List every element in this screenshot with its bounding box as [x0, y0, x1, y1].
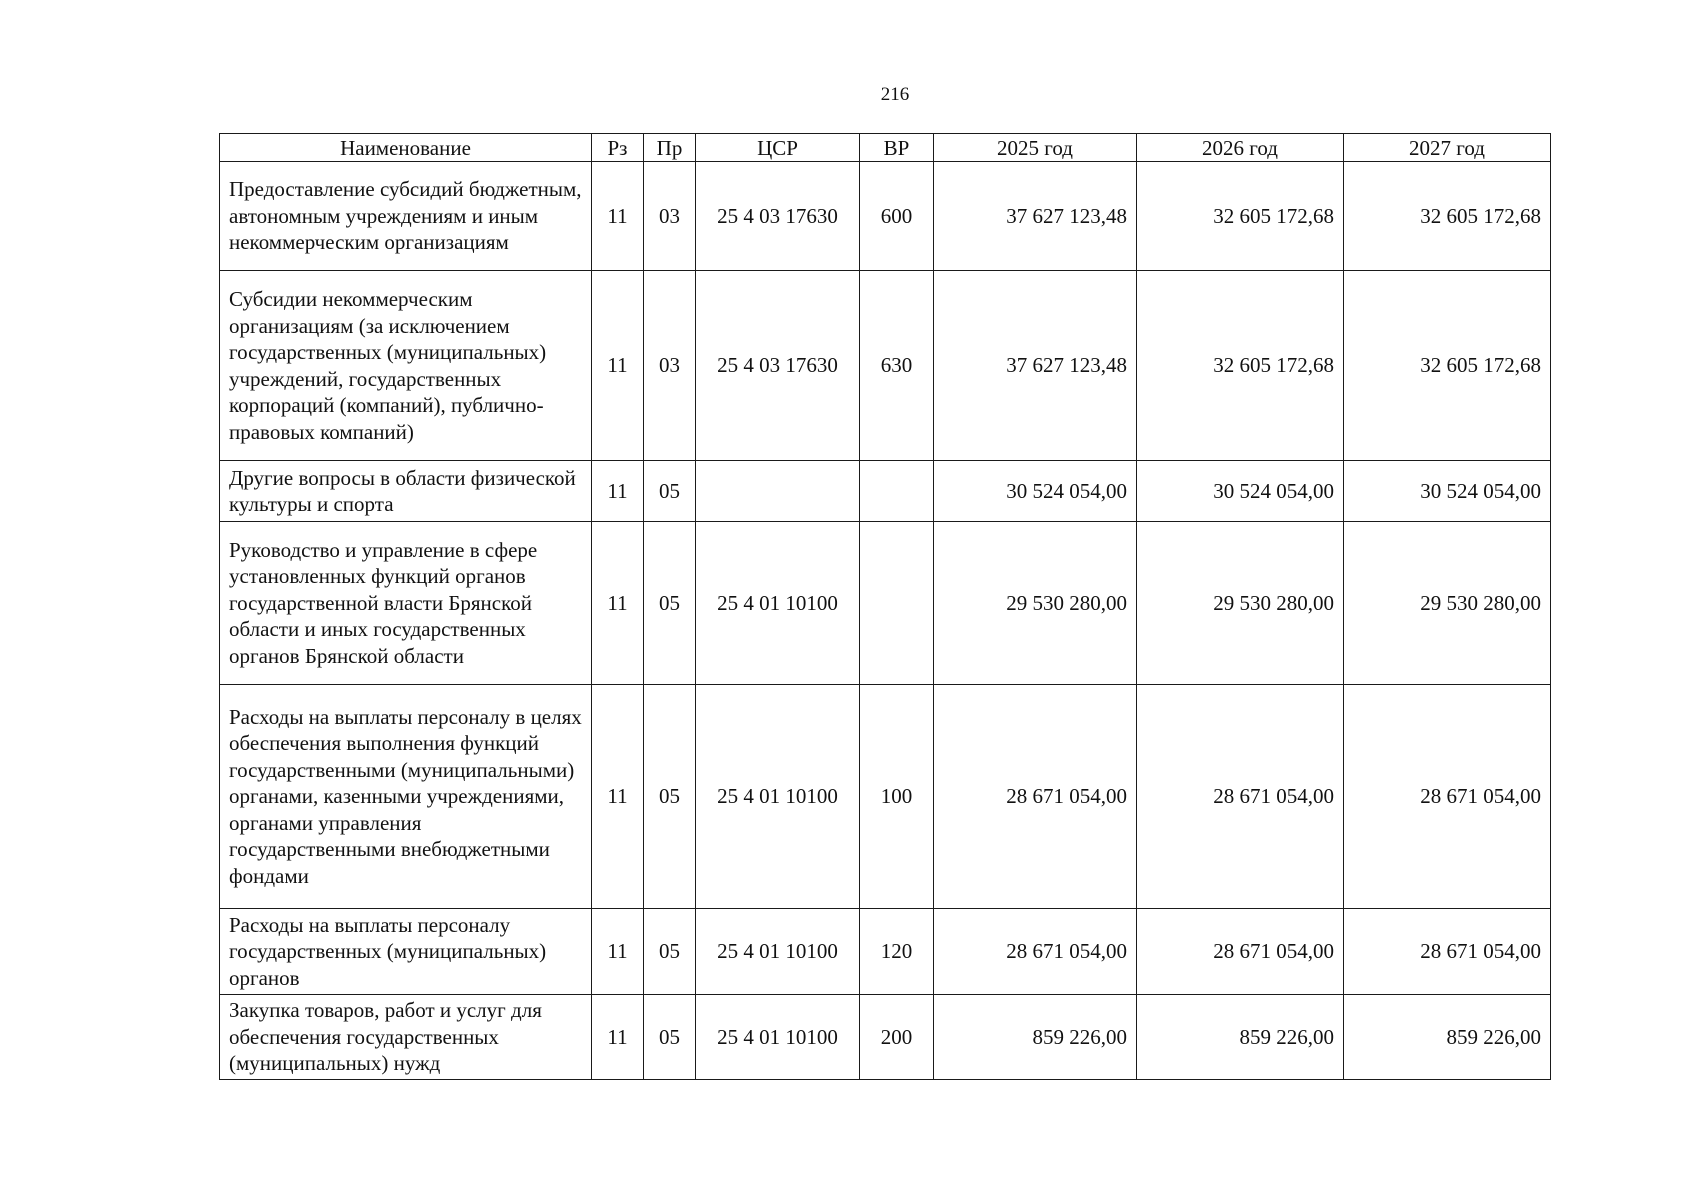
header-name: Наименование: [220, 134, 592, 162]
row-pr: 03: [644, 162, 696, 271]
row-vr: 100: [860, 685, 934, 909]
row-2027: 32 605 172,68: [1344, 271, 1551, 461]
row-vr: 600: [860, 162, 934, 271]
row-csr: 25 4 03 17630: [696, 271, 860, 461]
header-pr: Пр: [644, 134, 696, 162]
row-rz: 11: [592, 522, 644, 685]
header-2025: 2025 год: [934, 134, 1137, 162]
row-2027: 859 226,00: [1344, 995, 1551, 1080]
row-name: Расходы на выплаты персоналу государственных (муниципальных) органов: [220, 909, 592, 995]
row-rz: 11: [592, 995, 644, 1080]
row-pr: 05: [644, 461, 696, 522]
row-csr: 25 4 01 10100: [696, 995, 860, 1080]
row-2026: 859 226,00: [1137, 995, 1344, 1080]
row-2027: 30 524 054,00: [1344, 461, 1551, 522]
row-2027: 29 530 280,00: [1344, 522, 1551, 685]
row-2026: 28 671 054,00: [1137, 685, 1344, 909]
row-2027: 32 605 172,68: [1344, 162, 1551, 271]
row-csr: 25 4 01 10100: [696, 909, 860, 995]
row-pr: 05: [644, 685, 696, 909]
table-row: [220, 995, 1551, 1080]
row-2027: 28 671 054,00: [1344, 685, 1551, 909]
row-2026: 30 524 054,00: [1137, 461, 1344, 522]
row-rz: 11: [592, 461, 644, 522]
row-2025: 28 671 054,00: [934, 909, 1137, 995]
row-rz: 11: [592, 909, 644, 995]
row-csr: 25 4 01 10100: [696, 685, 860, 909]
row-2026: 29 530 280,00: [1137, 522, 1344, 685]
row-pr: 03: [644, 271, 696, 461]
row-vr: 120: [860, 909, 934, 995]
row-vr: 630: [860, 271, 934, 461]
row-name: Субсидии некоммерческим организациям (за исключением государственных (муниципальных) учреждений, государственных корпораций (компаний), публично-правовых компаний): [220, 271, 592, 461]
row-vr: [860, 522, 934, 685]
table-row: [220, 522, 1551, 685]
table-row: [220, 909, 1551, 995]
row-pr: 05: [644, 995, 696, 1080]
row-2026: 32 605 172,68: [1137, 162, 1344, 271]
row-2025: 30 524 054,00: [934, 461, 1137, 522]
row-rz: 11: [592, 685, 644, 909]
row-pr: 05: [644, 909, 696, 995]
row-vr: 200: [860, 995, 934, 1080]
row-name: Предоставление субсидий бюджетным, автономным учреждениям и иным некоммерческим организациям: [220, 162, 592, 271]
row-csr: 25 4 03 17630: [696, 162, 860, 271]
row-2026: 32 605 172,68: [1137, 271, 1344, 461]
row-csr: 25 4 01 10100: [696, 522, 860, 685]
row-rz: 11: [592, 162, 644, 271]
row-2025: 28 671 054,00: [934, 685, 1137, 909]
row-rz: 11: [592, 271, 644, 461]
row-name: Закупка товаров, работ и услуг для обеспечения государственных (муниципальных) нужд: [220, 995, 592, 1080]
row-name: Руководство и управление в сфере установленных функций органов государственной власти Брянской области и иных государственных органов Брянской области: [220, 522, 592, 685]
header-rz: Рз: [592, 134, 644, 162]
table-row: [220, 461, 1551, 522]
row-2025: 859 226,00: [934, 995, 1137, 1080]
row-vr: [860, 461, 934, 522]
row-name: Другие вопросы в области физической культуры и спорта: [220, 461, 592, 522]
header-2026: 2026 год: [1137, 134, 1344, 162]
row-2026: 28 671 054,00: [1137, 909, 1344, 995]
page-number: 216: [880, 84, 910, 105]
row-2025: 37 627 123,48: [934, 271, 1137, 461]
table-row: [220, 271, 1551, 461]
budget-table: [219, 133, 1551, 1080]
row-name: Расходы на выплаты персоналу в целях обеспечения выполнения функций государственными (муниципальными) органами, казенными учреждениями, органами управления государственными внебюджетными фондами: [220, 685, 592, 909]
header-2027: 2027 год: [1344, 134, 1551, 162]
header-row: [220, 134, 1551, 162]
table-row: [220, 162, 1551, 271]
table-row: [220, 685, 1551, 909]
row-2027: 28 671 054,00: [1344, 909, 1551, 995]
row-2025: 29 530 280,00: [934, 522, 1137, 685]
row-pr: 05: [644, 522, 696, 685]
row-2025: 37 627 123,48: [934, 162, 1137, 271]
row-csr: [696, 461, 860, 522]
header-vr: ВР: [860, 134, 934, 162]
header-csr: ЦСР: [696, 134, 860, 162]
